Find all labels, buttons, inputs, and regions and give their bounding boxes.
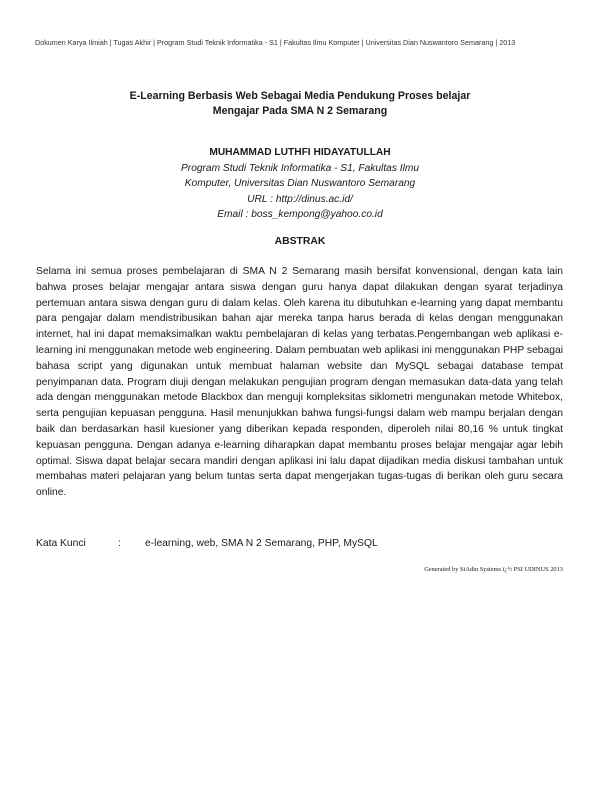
abstract-heading: ABSTRAK xyxy=(274,236,326,247)
author-url: URL : http://dinus.ac.id/ xyxy=(247,193,353,205)
generated-footer: Generated by SiAdin Systems ï¿½ PSI UDINUS 2013 xyxy=(424,566,563,573)
author-affiliation-line-1: Program Studi Teknik Informatika - S1, Fakultas Ilmu xyxy=(181,162,419,174)
abstract-body: Selama ini semua proses pembelajaran di SMA N 2 Semarang masih bersifat konvensional, dengan kata lain bahwa proses belajar mengajar antara siswa dengan guru hanya dapat dilakukan dengan syarat terjadinya pertemuan antara siswa dengan guru di dalam kelas. Oleh karena itu dibutuhkan e-learning yang dapat membantu para pengajar dalam mendistribusikan bahan ajar mereka tanpa harus berada di kelas dengan menggunakan internet, hal ini dapat memaksimalkan waktu pembelajaran di kelas yang terbatas.Pengembangan web aplikasi e-learning ini menggunakan metode web engineering. Dalam pembuatan web aplikasi ini menggunakan PHP sebagai bahasa script yang digunakan untuk membuat halaman website dan MySQL sebagai database tempat penyimpanan data. Program diuji dengan melakukan pengujian program dengan memasukan data-data yang telah ada dengan menggunakan metode Blackbox dan menguji kompleksitas siklometri mengunakan metode Whitebox, serta pengujian kepuasan pengguna. Hasil menunjukkan bahwa fungsi-fungsi dalam web mampu berjalan dengan baik dan berdasarkan hasil kuesioner yang diberikan kepada responden, diperoleh nilai 80,16 % untuk tingkat kepuasan pengguna. Dengan adanya e-learning diharapkan dapat membantu proses belajar mengajar agar lebih optimal. Siswa dapat belajar secara mandiri dengan aplikasi ini lalu dapat dijadikan media diskusi tambahan untuk membahas materi pelajaran yang belum tuntas serta dapat mengerjakan tugas-tugas di berikan oleh guru secara online. xyxy=(36,266,563,499)
author-email: Email : boss_kempong@yahoo.co.id xyxy=(217,209,383,221)
keywords-value: e-learning, web, SMA N 2 Semarang, PHP, MySQL xyxy=(145,538,378,549)
author-block xyxy=(40,145,560,223)
author-affiliation-line-2: Komputer, Universitas Dian Nuswantoro Semarang xyxy=(184,178,416,190)
paper-title-line-1: E-Learning Berbasis Web Sebagai Media Pendukung Proses belajar xyxy=(129,90,471,102)
paper-title-line-2: Mengajar Pada SMA N 2 Semarang xyxy=(212,105,388,117)
keywords-separator: : xyxy=(118,538,121,549)
page-header: Dokumen Karya Ilmiah | Tugas Akhir | Program Studi Teknik Informatika - S1 | Fakultas Ilmu Komputer | Universitas Dian Nuswantoro Semarang | 2013 xyxy=(35,38,516,47)
keywords-row xyxy=(36,538,563,549)
author-name: MUHAMMAD LUTHFI HIDAYATULLAH xyxy=(209,147,391,158)
paper-title xyxy=(40,89,560,119)
keywords-label: Kata Kunci xyxy=(36,538,86,549)
